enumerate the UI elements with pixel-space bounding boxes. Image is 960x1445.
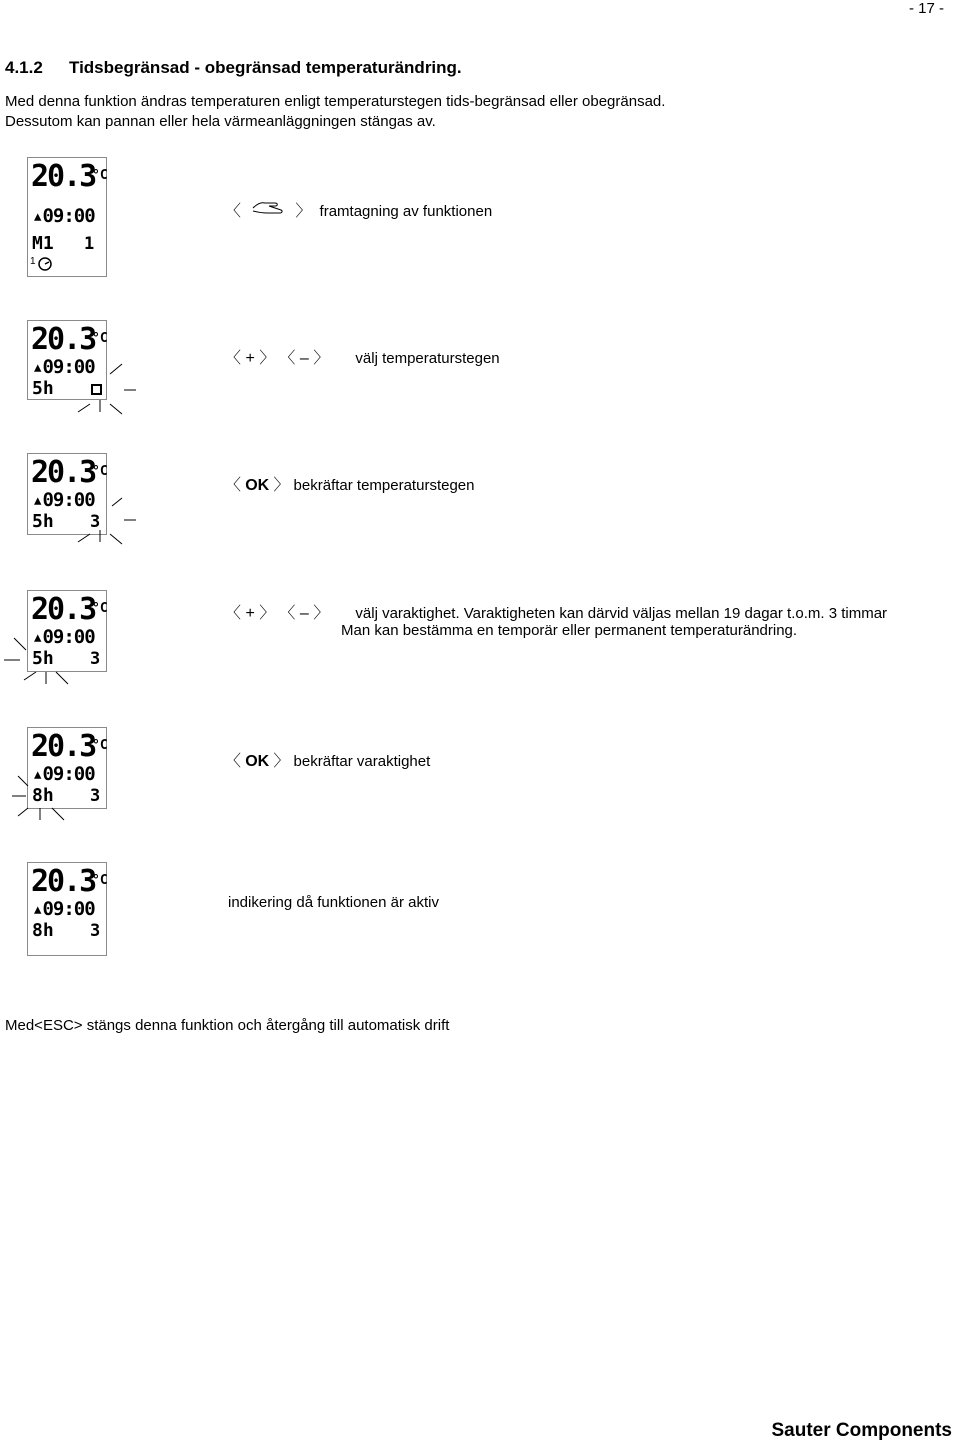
lcd-unit: °C: [92, 168, 108, 183]
step-4-text: välj varaktighet. Varaktigheten kan därvid väljas mellan 19 dagar t.o.m. 3 timmar: [355, 605, 888, 622]
step-5-row: [225, 748, 430, 771]
step-1-text: framtagning av funktionen: [319, 203, 493, 220]
plus-key: 〈 + 〉: [225, 605, 276, 622]
blink-rays-icon: [70, 360, 140, 416]
lcd-temperature: 20.3: [31, 322, 96, 357]
step-1-row: [225, 198, 492, 221]
lcd-level: 3: [90, 786, 101, 806]
blink-rays-icon: [8, 768, 78, 824]
intro-line-1: Med denna funktion ändras temperaturen enligt temperaturstegen tids-begränsad eller obegränsad.: [5, 93, 666, 110]
lcd-display-step-1: [27, 157, 107, 277]
step-4-note: Man kan bestämma en temporär eller permanent temperaturändring.: [341, 622, 798, 639]
step-3-text: bekräftar temperaturstegen: [293, 477, 475, 494]
footer-note: Med<ESC> stängs denna funktion och återgång till automatisk drift: [5, 1017, 450, 1034]
step-2-text: välj temperaturstegen: [355, 350, 500, 367]
step-5-text: bekräftar varaktighet: [293, 753, 431, 770]
lcd-unit: °C: [92, 331, 108, 346]
key-left-bracket: 〈: [225, 203, 242, 220]
lcd-temperature: 20.3: [31, 864, 96, 899]
lcd-duration: 8h: [32, 920, 54, 941]
lcd-duration: 5h: [32, 648, 54, 669]
lcd-step: 5h: [32, 378, 54, 399]
lcd-time: ▴09:00: [32, 356, 95, 378]
key-right-bracket: 〉: [295, 203, 312, 220]
step-2-row: [225, 345, 500, 368]
lcd-duration: 8h: [32, 785, 54, 806]
section-number: 4.1.2: [5, 58, 43, 77]
lcd-time: ▴09:00: [32, 205, 95, 227]
ok-key: 〈 OK 〉: [225, 753, 290, 770]
lcd-step: 5h: [32, 511, 54, 532]
blink-rays-icon: [70, 494, 140, 550]
lcd-unit: °C: [92, 464, 108, 479]
lcd-flag: 1: [84, 234, 95, 254]
lcd-display-step-6: [27, 862, 107, 956]
lcd-temperature: 20.3: [31, 159, 96, 194]
step-6-row: [228, 894, 439, 911]
lcd-unit: °C: [92, 601, 108, 616]
step-3-row: [225, 472, 474, 495]
intro-line-2: Dessutom kan pannan eller hela värmeanläggningen stängas av.: [5, 113, 436, 130]
minus-key: 〈 – 〉: [279, 350, 330, 367]
lcd-level: 3: [90, 921, 101, 941]
lcd-level: 3: [90, 649, 101, 669]
lcd-level: 3: [90, 512, 101, 532]
lcd-unit: °C: [92, 873, 108, 888]
step-6-text: indikering då funktionen är aktiv: [228, 894, 439, 911]
lcd-marker: 1: [30, 256, 36, 267]
hand-icon: [245, 198, 291, 220]
lcd-time: ▴09:00: [32, 626, 95, 648]
lcd-time: ▴09:00: [32, 763, 95, 785]
lcd-temperature: 20.3: [31, 455, 96, 490]
lcd-time: ▴09:00: [32, 489, 95, 511]
page-number: - 17 -: [908, 0, 944, 17]
intro-paragraph: [5, 92, 665, 132]
section-heading: [5, 58, 462, 78]
plus-key: 〈 + 〉: [225, 350, 276, 367]
section-title: Tidsbegränsad - obegränsad temperaturändring.: [69, 58, 462, 77]
lcd-temperature: 20.3: [31, 592, 96, 627]
lcd-time: ▴09:00: [32, 898, 95, 920]
lcd-program: M1: [32, 233, 54, 254]
lcd-temperature: 20.3: [31, 729, 96, 764]
brand-name: Sauter Components: [771, 1420, 952, 1441]
lcd-unit: °C: [92, 738, 108, 753]
minus-key: 〈 – 〉: [279, 605, 330, 622]
ok-key: 〈 OK 〉: [225, 477, 290, 494]
blink-rays-icon: [0, 630, 80, 686]
clock-icon: [28, 158, 106, 276]
